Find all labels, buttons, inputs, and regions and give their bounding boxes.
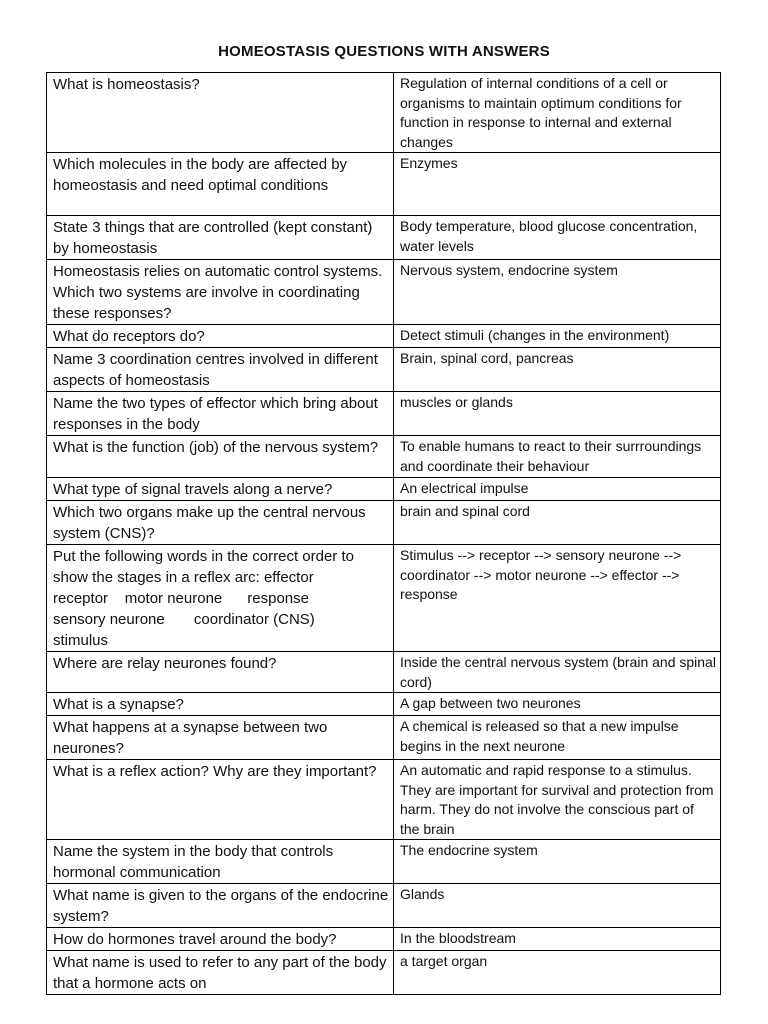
table-row: [47, 392, 721, 436]
table-row: [47, 760, 721, 840]
table-row: [47, 951, 721, 995]
question-cell: What is homeostasis?: [47, 73, 394, 153]
table-row: [47, 716, 721, 760]
question-cell: What is a synapse?: [47, 693, 394, 716]
answer-cell: In the bloodstream: [394, 928, 721, 951]
answer-cell: A chemical is released so that a new impulse begins in the next neurone: [394, 716, 721, 760]
question-cell: Which two organs make up the central nervous system (CNS)?: [47, 501, 394, 545]
table-row: [47, 501, 721, 545]
table-row: [47, 153, 721, 216]
answer-cell: Glands: [394, 884, 721, 928]
page-title: HOMEOSTASIS QUESTIONS WITH ANSWERS: [218, 43, 550, 60]
answer-cell: The endocrine system: [394, 840, 721, 884]
table-row: [47, 260, 721, 325]
question-cell: Name 3 coordination centres involved in different aspects of homeostasis: [47, 348, 394, 392]
answer-cell: A gap between two neurones: [394, 693, 721, 716]
table-row: [47, 73, 721, 153]
answer-cell: Brain, spinal cord, pancreas: [394, 348, 721, 392]
answer-cell: Detect stimuli (changes in the environment): [394, 325, 721, 348]
question-cell: Name the system in the body that controls hormonal communication: [47, 840, 394, 884]
table-row: [47, 693, 721, 716]
table-row: [47, 436, 721, 478]
table-row: [47, 216, 721, 260]
question-cell: What do receptors do?: [47, 325, 394, 348]
answer-cell: An electrical impulse: [394, 478, 721, 501]
table-row: [47, 840, 721, 884]
table-row: [47, 325, 721, 348]
answer-cell: Inside the central nervous system (brain and spinal cord): [394, 652, 721, 693]
answer-cell: a target organ: [394, 951, 721, 995]
answer-cell: muscles or glands: [394, 392, 721, 436]
question-cell: Which molecules in the body are affected by homeostasis and need optimal conditions: [47, 153, 394, 216]
question-cell: What is the function (job) of the nervous system?: [47, 436, 394, 478]
table-row: [47, 348, 721, 392]
question-cell: What happens at a synapse between two neurones?: [47, 716, 394, 760]
question-cell: What name is given to the organs of the endocrine system?: [47, 884, 394, 928]
question-cell: How do hormones travel around the body?: [47, 928, 394, 951]
question-cell: What name is used to refer to any part of the body that a hormone acts on: [47, 951, 394, 995]
answer-cell: Stimulus --> receptor --> sensory neurone --> coordinator --> motor neurone --> effector --> response: [394, 545, 721, 652]
table-row: [47, 928, 721, 951]
table-row: [47, 652, 721, 693]
question-cell: State 3 things that are controlled (kept constant) by homeostasis: [47, 216, 394, 260]
answer-cell: An automatic and rapid response to a stimulus. They are important for survival and protection from harm. They do not involve the conscious part of the brain: [394, 760, 721, 840]
question-cell: What type of signal travels along a nerve?: [47, 478, 394, 501]
question-cell: Name the two types of effector which bring about responses in the body: [47, 392, 394, 436]
question-cell: Put the following words in the correct order to show the stages in a reflex arc: effector receptor motor neurone response sensory neurone coordinator (CNS) stimulus: [47, 545, 394, 652]
table-row: [47, 478, 721, 501]
question-cell: Where are relay neurones found?: [47, 652, 394, 693]
answer-cell: Regulation of internal conditions of a cell or organisms to maintain optimum conditions for function in response to internal and external changes: [394, 73, 721, 153]
answer-cell: Body temperature, blood glucose concentration, water levels: [394, 216, 721, 260]
question-cell: What is a reflex action? Why are they important?: [47, 760, 394, 840]
answer-cell: brain and spinal cord: [394, 501, 721, 545]
answer-cell: To enable humans to react to their surrroundings and coordinate their behaviour: [394, 436, 721, 478]
table-row: [47, 545, 721, 652]
answer-cell: Nervous system, endocrine system: [394, 260, 721, 325]
question-cell: Homeostasis relies on automatic control systems. Which two systems are involve in coordinating these responses?: [47, 260, 394, 325]
table-row: [47, 884, 721, 928]
answer-cell: Enzymes: [394, 153, 721, 216]
qa-table: [46, 72, 721, 995]
